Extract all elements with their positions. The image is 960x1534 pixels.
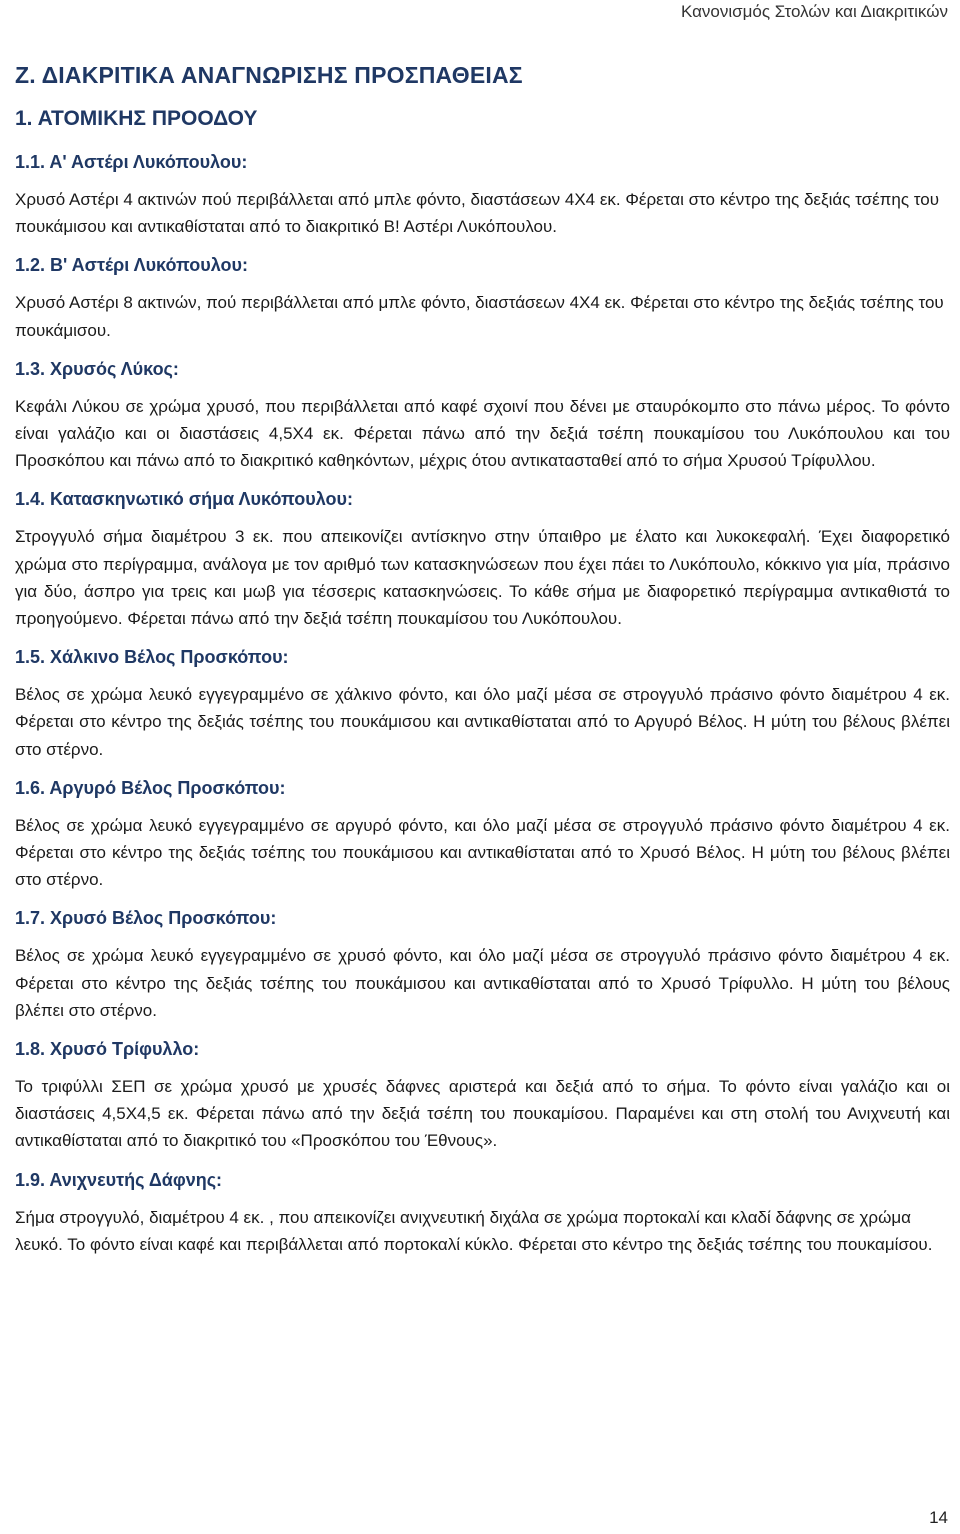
- section-body-1-6: Βέλος σε χρώμα λευκό εγγεγραμμένο σε αργυρό φόντο, και όλο μαζί μέσα σε στρογγυλό πράσινο φόντο διαμέτρου 4 εκ. Φέρεται στο κέντρο της δεξιάς τσέπης του πουκάμισου και αντικαθίσταται από το Χρυσό Βέλος. Η μύτη του βέλους βλέπει στο στέρνο.: [15, 815, 950, 890]
- section-body-1-8: Το τριφύλλι ΣΕΠ σε χρώμα χρυσό με χρυσές δάφνες αριστερά και δεξιά από το σήμα. Το φόντο είναι γαλάζιο και οι διαστάσεις 4,5Χ4,5 εκ. Φέρεται πάνω από την δεξιά τσέπη του πουκαμίσου. Παραμένει και στη στολή του Ανιχνευτή και αντικαθίσταται από το διακριτικό του «Προσκόπου του Έθνους».: [15, 1077, 950, 1151]
- document-body: [15, 62, 950, 1271]
- section-heading-1-7: 1.7. Χρυσό Βέλος Προσκόπου:: [15, 908, 277, 929]
- section-body-1-2: Χρυσό Αστέρι 8 ακτινών, πού περιβάλλεται από μπλε φόντο, διαστάσεων 4Χ4 εκ. Φέρεται στο κέντρο της δεξιάς τσέπης του πουκάμισου.: [15, 293, 944, 340]
- document-title: Ζ. ΔΙΑΚΡΙΤΙΚΑ ΑΝΑΓΝΩΡΙΣΗΣ ΠΡΟΣΠΑΘΕΙΑΣ: [15, 62, 523, 88]
- section-heading-1-8: 1.8. Χρυσό Τρίφυλλο:: [15, 1039, 200, 1060]
- section-heading-1-5: 1.5. Χάλκινο Βέλος Προσκόπου:: [15, 647, 289, 668]
- section-heading-1-2: 1.2. Β' Αστέρι Λυκόπουλου:: [15, 255, 248, 276]
- section-body-1-4: Στρογγυλό σήμα διαμέτρου 3 εκ. που απεικονίζει αντίσκηνο στην ύπαιθρο με έλατο και λυκοκεφαλή. Έχει διαφορετικό χρώμα στο περίγραμμα, ανάλογα με τον αριθμό των κατασκηνώσεων που έχει πάει το Λυκόπουλο, κόκκινο για μία, πράσινο για δύο, άσπρο για τρεις και μωβ για τέσσερις κατασκηνώσεις. Το κάθε σήμα με διαφορετικό περίγραμμα αντικαθιστά το προηγούμενο. Φέρεται πάνω από την δεξιά τσέπη πουκαμίσου του Λυκόπουλου.: [15, 527, 950, 629]
- section-body-1-1: Χρυσό Αστέρι 4 ακτινών πού περιβάλλεται από μπλε φόντο, διαστάσεων 4Χ4 εκ. Φέρεται στο κέντρο της δεξιάς τσέπης του πουκάμισου και αντικαθίσταται από το διακριτικό Β! Αστέρι Λυκόπουλου.: [15, 190, 939, 237]
- running-header: Κανονισμός Στολών και Διακριτικών: [680, 2, 948, 21]
- section-heading-1-1: 1.1. Α' Αστέρι Λυκόπουλου:: [15, 152, 248, 172]
- section-group-title: 1. ΑΤΟΜΙΚΗΣ ΠΡΟΟΔΟΥ: [15, 107, 258, 130]
- section-heading-1-9: 1.9. Ανιχνευτής Δάφνης:: [15, 1169, 223, 1190]
- section-heading-1-6: 1.6. Αργυρό Βέλος Προσκόπου:: [15, 777, 286, 798]
- section-body-1-5: Βέλος σε χρώμα λευκό εγγεγραμμένο σε χάλκινο φόντο, και όλο μαζί μέσα σε στρογγυλό πράσινο φόντο διαμέτρου 4 εκ. Φέρεται στο κέντρο της δεξιάς τσέπης του πουκάμισου και αντικαθίσταται από το Αργυρό Βέλος. Η μύτη του βέλους βλέπει στο στέρνο.: [15, 685, 950, 759]
- section-heading-1-3: 1.3. Χρυσός Λύκος:: [15, 358, 179, 379]
- page-number: 14: [929, 1508, 948, 1527]
- section-body-1-3: Κεφάλι Λύκου σε χρώμα χρυσό, που περιβάλλεται από καφέ σχοινί που δένει με σταυρόκομπο στο πάνω μέρος. Το φόντο είναι γαλάζιο και οι διαστάσεις 4,5Χ4 εκ. Φέρεται πάνω από την δεξιά τσέπη πουκαμίσου του Λυκόπουλου και του Προσκόπου και πάνω από το διακριτικό καθηκόντων, μέχρις ότου αντικατασταθεί από το σήμα Χρυσού Τρίφυλλου.: [15, 396, 950, 471]
- section-body-1-9: Σήμα στρογγυλό, διαμέτρου 4 εκ. , που απεικονίζει ανιχνευτική διχάλα σε χρώμα πορτοκαλί και κλαδί δάφνης σε χρώμα λευκό. Το φόντο είναι καφέ και περιβάλλεται από πορτοκαλί κύκλο. Φέρεται στο κέντρο της δεξιάς τσέπης του πουκαμίσου.: [15, 1207, 933, 1254]
- section-heading-1-4: 1.4. Κατασκηνωτικό σήμα Λυκόπουλου:: [15, 489, 353, 510]
- section-body-1-7: Βέλος σε χρώμα λευκό εγγεγραμμένο σε χρυσό φόντο, και όλο μαζί μέσα σε στρογγυλό πράσινο φόντο διαμέτρου 4 εκ. Φέρεται στο κέντρο της δεξιάς τσέπης του πουκάμισου και αντικαθίσταται από το Χρυσό Τρίφυλλο. Η μύτη του βέλους βλέπει στο στέρνο.: [15, 946, 950, 1020]
